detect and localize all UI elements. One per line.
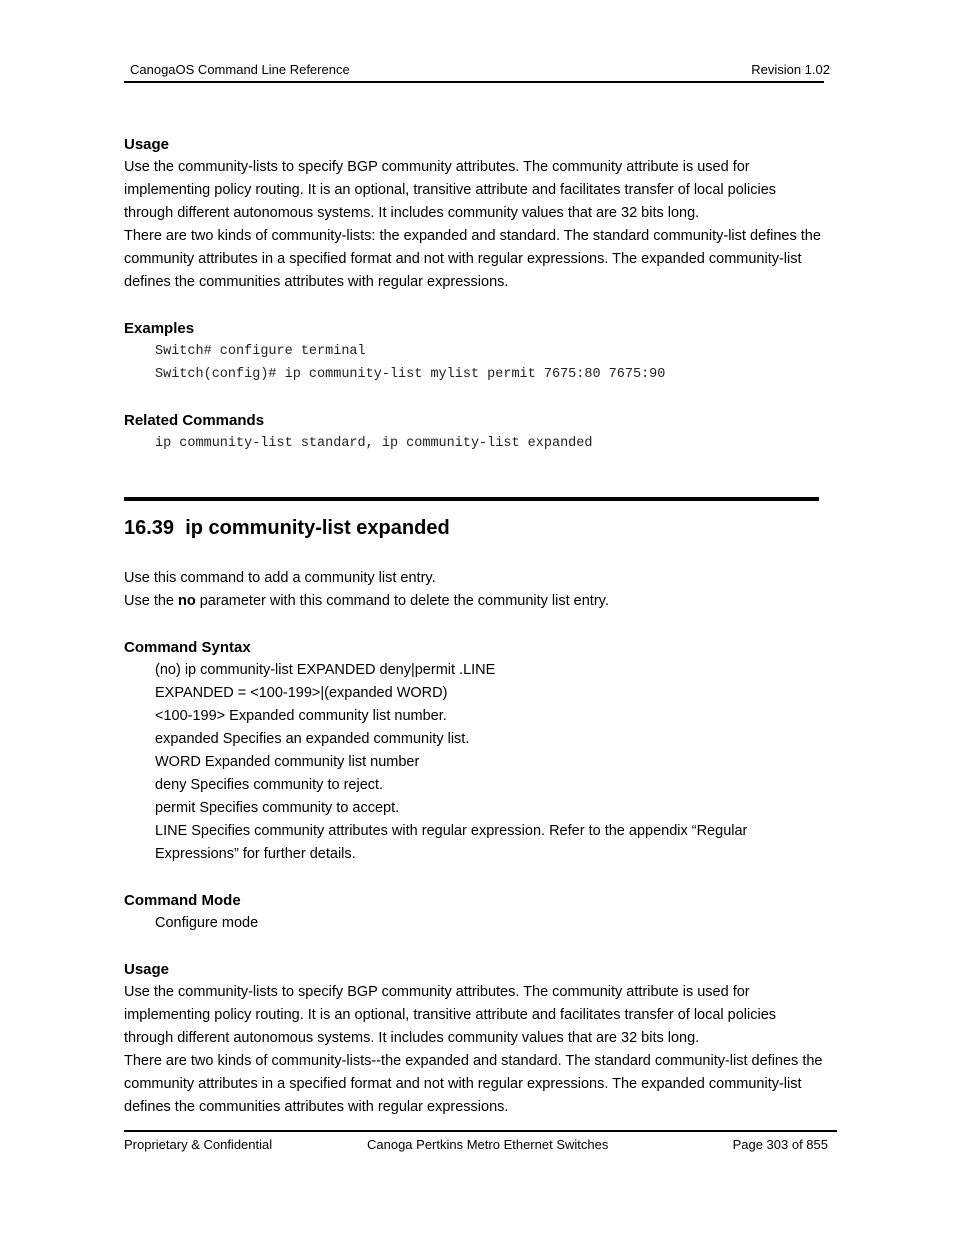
syntax-line: expanded Specifies an expanded community list. bbox=[155, 731, 470, 747]
command-mode-value: Configure mode bbox=[155, 915, 259, 931]
usage-heading: Usage bbox=[124, 136, 170, 153]
syntax-line: EXPANDED = <100-199>|(expanded WORD) bbox=[155, 685, 448, 701]
syntax-line: <100-199> Expanded community list number. bbox=[155, 708, 447, 724]
syntax-line: permit Specifies community to accept. bbox=[155, 800, 400, 816]
header-revision: Revision 1.02 bbox=[751, 62, 830, 77]
usage-line: implementing policy routing. It is an optional, transitive attribute and facilitates transfer of local policies bbox=[124, 1007, 777, 1023]
syntax-line: Expressions” for further details. bbox=[155, 846, 356, 862]
usage-line: Use the community-lists to specify BGP community attributes. The community attribute is used for bbox=[124, 159, 750, 175]
footer-divider bbox=[124, 1130, 837, 1132]
usage-line: defines the communities attributes with regular expressions. bbox=[124, 274, 509, 290]
usage-line: There are two kinds of community-lists: the expanded and standard. The standard community-list defines the bbox=[124, 228, 821, 244]
footer-confidential: Proprietary & Confidential bbox=[124, 1137, 273, 1152]
header-divider bbox=[124, 81, 824, 83]
section-title bbox=[124, 514, 834, 542]
section-number: 16.39 bbox=[124, 517, 175, 539]
intro-line: Use this command to add a community list entry. bbox=[124, 570, 436, 586]
command-syntax-heading: Command Syntax bbox=[124, 639, 251, 656]
no-keyword: no bbox=[178, 593, 196, 609]
usage-line: community attributes in a specified format and not with regular expressions. The expanded community-list bbox=[124, 251, 802, 267]
intro-line: Use the no parameter with this command to delete the community list entry. bbox=[124, 593, 609, 609]
syntax-line: (no) ip community-list EXPANDED deny|permit .LINE bbox=[155, 662, 496, 678]
usage-line: defines the communities attributes with regular expressions. bbox=[124, 1099, 509, 1115]
section-name: ip community-list expanded bbox=[185, 517, 450, 539]
command-mode-heading: Command Mode bbox=[124, 892, 241, 909]
example-code-line: Switch# configure terminal bbox=[155, 344, 366, 359]
footer-product: Canoga Pertkins Metro Ethernet Switches bbox=[367, 1137, 609, 1152]
syntax-line: deny Specifies community to reject. bbox=[155, 777, 384, 793]
usage-line: There are two kinds of community-lists--the expanded and standard. The standard community-list defines the bbox=[124, 1053, 823, 1069]
syntax-line: WORD Expanded community list number bbox=[155, 754, 420, 770]
usage-line: through different autonomous systems. It includes community values that are 32 bits long. bbox=[124, 205, 700, 221]
page-content bbox=[124, 133, 834, 1119]
example-code-line: Switch(config)# ip community-list mylist permit 7675:80 7675:90 bbox=[155, 367, 666, 382]
header-title: CanogaOS Command Line Reference bbox=[130, 62, 350, 77]
related-commands-heading: Related Commands bbox=[124, 412, 265, 429]
page-number: Page 303 of 855 bbox=[732, 1137, 828, 1152]
syntax-line: LINE Specifies community attributes with regular expression. Refer to the appendix “Regular bbox=[155, 823, 748, 839]
usage-line: implementing policy routing. It is an optional, transitive attribute and facilitates transfer of local policies bbox=[124, 182, 777, 198]
examples-heading: Examples bbox=[124, 320, 195, 337]
usage-line: community attributes in a specified format and not with regular expressions. The expanded community-list bbox=[124, 1076, 802, 1092]
usage-line: through different autonomous systems. It includes community values that are 32 bits long. bbox=[124, 1030, 700, 1046]
usage-heading: Usage bbox=[124, 961, 170, 978]
related-commands-list: ip community-list standard, ip community-list expanded bbox=[155, 436, 593, 451]
usage-line: Use the community-lists to specify BGP community attributes. The community attribute is used for bbox=[124, 984, 750, 1000]
